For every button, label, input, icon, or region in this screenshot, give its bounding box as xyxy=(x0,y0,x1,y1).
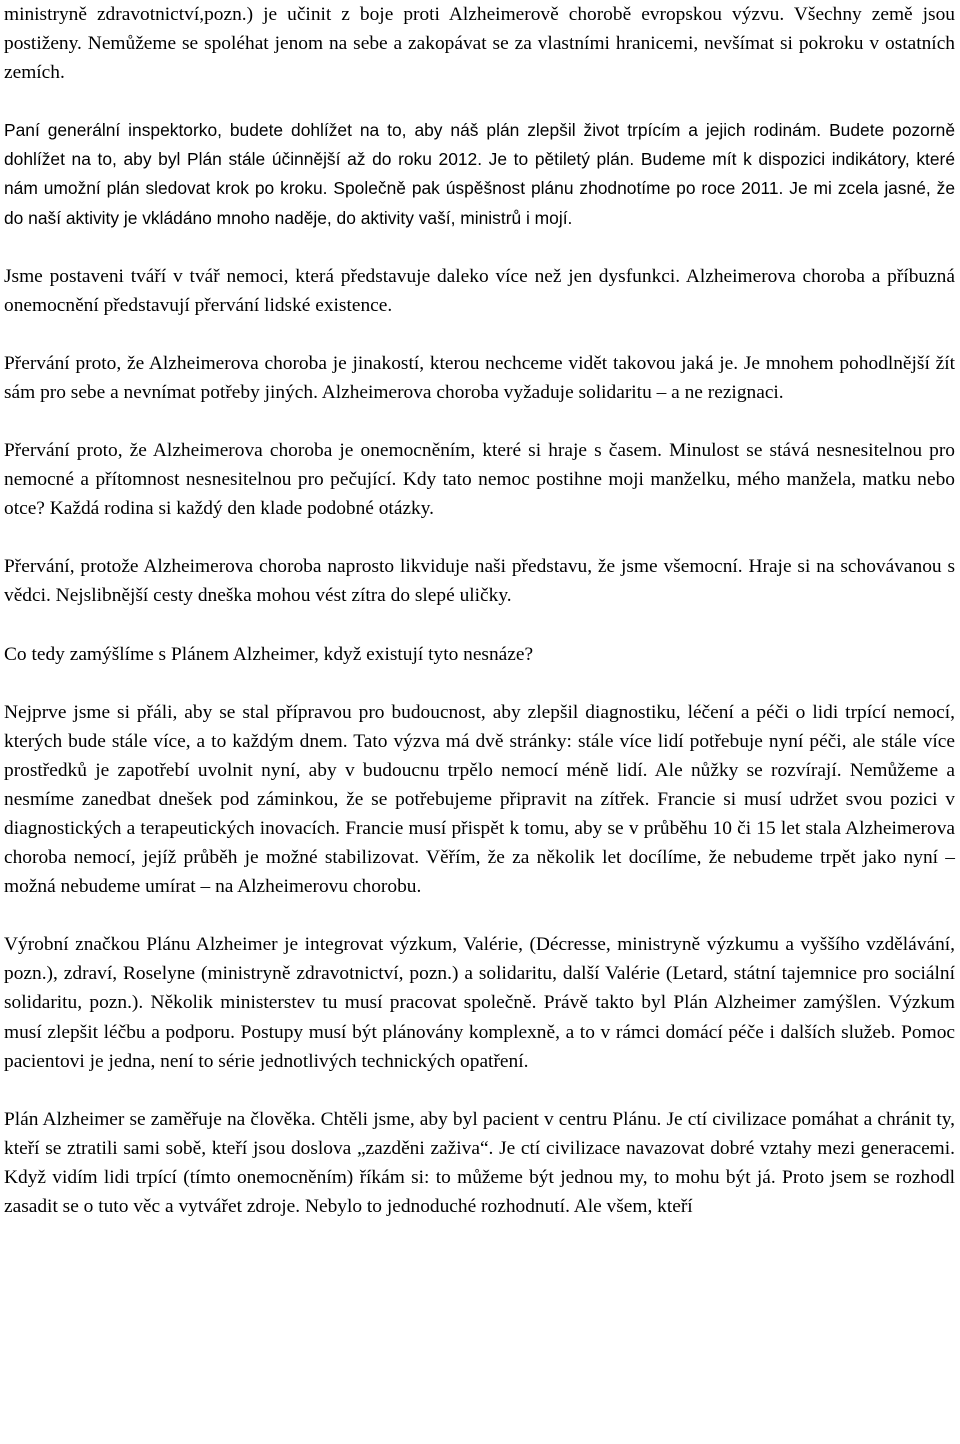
paragraph-3: Jsme postaveni tváří v tvář nemoci, která představuje daleko více než jen dysfunkci. Alzheimerova choroba a příbuzná onemocnění představují přervání lidské existence. xyxy=(4,265,955,316)
paragraph-4: Přervání proto, že Alzheimerova choroba je jinakostí, kterou nechceme vidět takovou jaká je. Je mnohem pohodlnější žít sám pro sebe a nevnímat potřeby jiných. Alzheimerova choroba vyžaduje solidaritu – a ne rezignaci. xyxy=(4,352,955,403)
paragraph-1: ministryně zdravotnictví,pozn.) je učinit z boje proti Alzheimerově chorobě evropskou výzvu. Všechny země jsou postiženy. Nemůžeme se spoléhat jenom na sebe a zakopávat se za vlastními hranicemi, nevšímat si pokroku v ostatních zemích. xyxy=(4,4,955,84)
paragraph-6: Přervání, protože Alzheimerova choroba naprosto likviduje naši představu, že jsme všemocní. Hraje si na schovávanou s vědci. Nejslibnější cesty dneška mohou vést zítra do slepé uličky. xyxy=(4,556,955,607)
paragraph-8: Nejprve jsme si přáli, aby se stal přípravou pro budoucnost, aby zlepšil diagnostiku, léčení a péči o lidi trpící nemocí, kterých bude stále více, a to každým dnem. Tato výzva má dvě stránky: stále více lidí potřebuje nyní péči, ale stále více prostředků je zapotřebí uvolnit nyní, aby v budoucnu trpělo nemocí méně lidí. Ale nůžky se rozvírají. Nemůžeme a nesmíme zanedbat dnešek pod záminkou, že se potřebujeme připravit na zítřek. Francie si musí udržet svou pozici v diagnostických a terapeutických inovacích. Francie musí přispět k tomu, aby se v průběhu 10 či 15 let stala Alzheimerova choroba nemocí, jejíž průběh je možné stabilizovat. Věřím, že za několik let docílíme, že nebudeme trpět jako nyní – možná nebudeme umírat – na Alzheimerovu chorobu. xyxy=(4,701,955,898)
paragraph-5: Přervání proto, že Alzheimerova choroba je onemocněním, které si hraje s časem. Minulost se stává nesnesitelnou pro nemocné a přítomnost nesnesitelnou pro pečující. Kdy tato nemoc postihne moji manželku, mého manžela, matku nebo otce? Každá rodina si každý den klade podobné otázky. xyxy=(4,440,955,520)
paragraph-10: Plán Alzheimer se zaměřuje na člověka. Chtěli jsme, aby byl pacient v centru Plánu. Je ctí civilizace pomáhat a chránit ty, kteří se ztratili sami sobě, kteří jsou doslova „zazděni zaživa“. Je ctí civilizace navazovat dobré vztahy mezi generacemi. Když vidím lidi trpící (tímto onemocněním) říkám si: to můžeme být jednou my, to mohu být já. Proto jsem se rozhodl zasadit se o tuto věc a vytvářet zdroje. Nebylo to jednoduché rozhodnutí. Ale všem, kteří xyxy=(4,1108,955,1217)
paragraph-2: Paní generální inspektorko, budete dohlížet na to, aby náš plán zlepšil život trpícím a jejich rodinám. Budete pozorně dohlížet na to, aby byl Plán stále účinnější až do roku 2012. Je to pětiletý plán. Budeme mít k dispozici indikátory, které nám umožní plán sledovat krok po kroku. Společně pak úspěšnost plánu zhodnotíme po roce 2011. Je mi zcela jasné, že do naší aktivity je vkládáno mnoho naděje, do aktivity vaší, ministrů i mojí. xyxy=(4,120,955,228)
paragraph-7-question: Co tedy zamýšlíme s Plánem Alzheimer, když existují tyto nesnáze? xyxy=(4,643,534,665)
paragraph-9: Výrobní značkou Plánu Alzheimer je integrovat výzkum, Valérie, (Décresse, ministryně výzkumu a vyššího vzdělávání, pozn.), zdraví, Roselyne (ministryně zdravotnictví, pozn.) a solidaritu, další Valérie (Letard, státní tajemnice pro sociální solidaritu, pozn.). Několik ministerstev tu musí pracovat společně. Právě takto byl Plán Alzheimer zamýšlen. Výzkum musí zlepšit léčbu a podporu. Postupy musí být plánovány komplexně, a to v rámci domácí péče i dalších služeb. Pomoc pacientovi je jedna, není to série jednotlivých technických opatření. xyxy=(4,934,955,1072)
document-page xyxy=(4,0,955,1221)
